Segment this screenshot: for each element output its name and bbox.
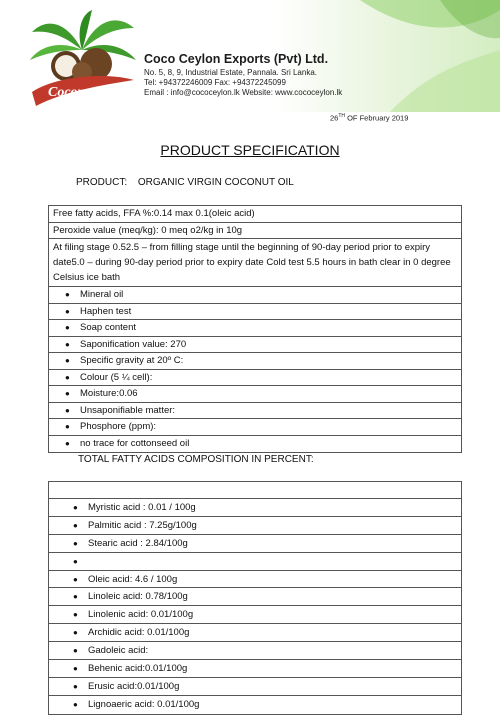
fatty-acid-row [49, 517, 461, 535]
fatty-acid-text: Behenic acid:0.01/100g [88, 663, 188, 675]
product-line [76, 177, 294, 188]
spec-bullet-text: Moisture:0.06 [80, 388, 138, 399]
fatty-acid-row [49, 624, 461, 642]
company-email-website: Email : info@cococeylon.lk Website: www.cococeylon.lk [144, 88, 343, 97]
spec-bullet-text: Unsaponifiable matter: [80, 404, 176, 416]
spec-row-peroxide: Peroxide value (meq/kg): 0 meq o2/kg in 10g [49, 223, 461, 240]
fatty-acid-text: Oleic acid: 4.6 / 100g [88, 573, 178, 585]
bullet-icon: ● [73, 592, 78, 602]
spec-bullet-row [49, 419, 461, 436]
fatty-acids-table [48, 481, 462, 715]
bullet-icon: ● [65, 290, 70, 299]
bullet-icon: ● [73, 681, 78, 691]
spec-bullet-text: Phosphore (ppm): [80, 421, 157, 432]
fatty-acid-row [49, 642, 461, 660]
letterhead [0, 0, 500, 112]
fatty-acid-row [49, 553, 461, 571]
spec-bullet-row [49, 386, 461, 403]
fatty-acid-text: Palmitic acid : 7.25g/100g [88, 519, 197, 531]
specification-table [48, 205, 462, 453]
bullet-icon: ● [65, 372, 70, 382]
fatty-acid-row [49, 499, 461, 517]
bullet-icon: ● [65, 389, 70, 398]
spec-row-filing-stage: At filing stage 0.52.5 – from filling stage until the beginning of 90-day period prior to expiry date5.0 – during 90-day period prior to expiry date Cold test 5.5 hours in bath clear in 0 degree Celsius ice bath [49, 239, 461, 287]
product-value: ORGANIC VIRGIN COCONUT OIL [137, 177, 294, 188]
spec-bullet-row [49, 403, 461, 420]
spec-bullet-row [49, 353, 461, 370]
product-label: PRODUCT: [76, 177, 128, 188]
fatty-acid-text: Myristic acid : 0.01 / 100g [88, 502, 196, 513]
spec-bullet-row [49, 436, 461, 453]
fatty-acids-heading: TOTAL FATTY ACIDS COMPOSITION IN PERCENT: [78, 454, 314, 465]
company-name: Coco Ceylon Exports (Pvt) Ltd. [144, 52, 329, 66]
bullet-icon: ● [73, 628, 78, 638]
bullet-icon: ● [73, 699, 78, 709]
bullet-icon: ● [65, 306, 70, 316]
spec-bullet-row [49, 370, 461, 387]
fatty-acid-row [49, 660, 461, 678]
date-rest: OF February 2019 [345, 113, 409, 123]
bullet-icon: ● [65, 405, 70, 415]
fatty-acid-text: Erusic acid:0.01/100g [88, 680, 180, 692]
bullet-icon: ● [73, 556, 78, 566]
spec-bullet-text: Saponification value: 270 [80, 338, 187, 350]
spec-bullet-text: Mineral oil [80, 289, 124, 300]
fatty-acid-row [49, 588, 461, 606]
bullet-icon: ● [73, 664, 78, 674]
fatty-acid-row [49, 696, 461, 714]
spec-bullet-text: Specific gravity at 20º C: [80, 355, 184, 366]
spec-bullet-row [49, 287, 461, 304]
spec-bullet-row [49, 304, 461, 321]
date-suffix: TH [338, 113, 346, 119]
spec-bullet-text: Haphen test [80, 305, 132, 317]
bullet-icon: ● [73, 646, 78, 656]
company-details [144, 52, 342, 98]
spec-bullet-text: Colour (5 ¼ cell): [80, 371, 153, 383]
blank-row [49, 482, 461, 499]
bullet-icon: ● [73, 538, 78, 548]
company-tel-fax: Tel: +94372246009 Fax: +94372245099 [144, 78, 286, 87]
bullet-icon: ● [65, 438, 70, 448]
logo-text: Cocoma [48, 85, 96, 100]
bullet-icon: ● [73, 520, 78, 530]
bullet-icon: ● [65, 339, 70, 349]
spec-row-ffa: Free fatty acids, FFA %:0.14 max 0.1(oleic acid) [49, 206, 461, 223]
bullet-icon: ● [65, 356, 70, 365]
fatty-acid-text: Gadoleic acid: [88, 645, 149, 657]
document-date [330, 113, 408, 123]
fatty-acid-text: Linoleic acid: 0.78/100g [88, 591, 188, 603]
bullet-icon: ● [73, 610, 78, 620]
bullet-icon: ● [65, 422, 70, 431]
bullet-icon: ● [73, 503, 78, 512]
page-title: PRODUCT SPECIFICATION [160, 142, 340, 158]
fatty-acid-text: Archidic acid: 0.01/100g [88, 627, 190, 639]
spec-bullet-row [49, 320, 461, 337]
fatty-acid-text: Lignoaeric acid: 0.01/100g [88, 698, 200, 710]
fatty-acid-row [49, 678, 461, 696]
fatty-acid-text: Linolenic acid: 0.01/100g [88, 609, 194, 621]
fatty-acid-text: Stearic acid : 2.84/100g [88, 537, 188, 549]
date-day: 26 [330, 113, 339, 123]
fatty-acid-row [49, 606, 461, 624]
fatty-acid-row [49, 535, 461, 553]
spec-bullet-row [49, 337, 461, 354]
fatty-acid-row [49, 571, 461, 589]
spec-bullet-text: no trace for cottonseed oil [80, 437, 190, 449]
cocoma-logo [26, 10, 138, 110]
bullet-icon: ● [73, 574, 78, 584]
spec-bullet-text: Soap content [80, 322, 136, 333]
company-address: No. 5, 8, 9, Industrial Estate, Pannala. Sri Lanka. [144, 68, 317, 77]
bullet-icon: ● [65, 323, 70, 332]
